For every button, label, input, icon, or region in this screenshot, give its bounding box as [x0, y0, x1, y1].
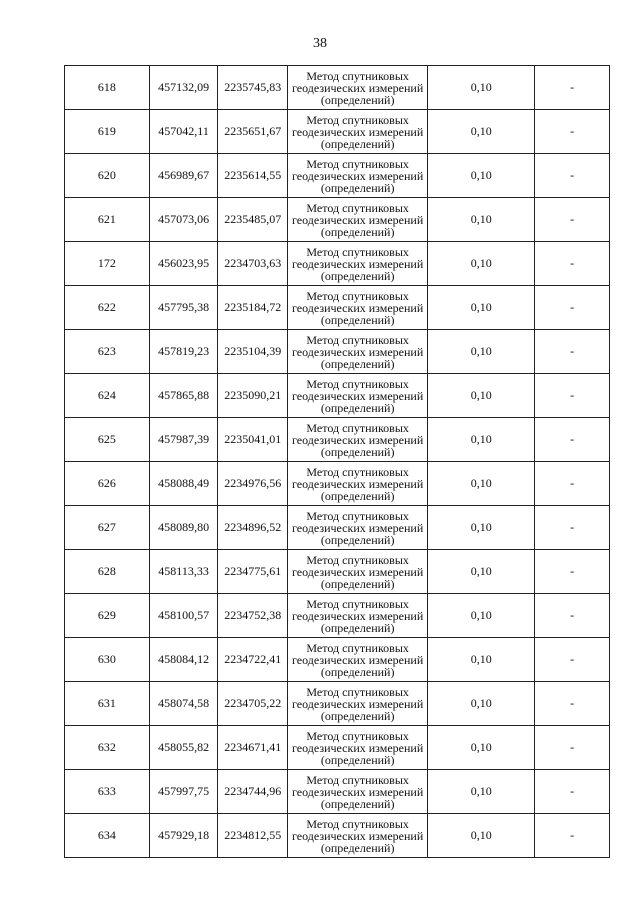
- method-cell: [288, 154, 428, 198]
- method-text-line: Метод спутниковых: [306, 464, 409, 479]
- method-cell: [288, 770, 428, 814]
- method-text-line: Метод спутниковых: [306, 596, 409, 611]
- method-text-line: (определений): [320, 664, 395, 679]
- method-cell: [288, 286, 428, 330]
- method-cell: [288, 242, 428, 286]
- point-number-cell: 623: [65, 330, 150, 374]
- point-number-cell: 619: [65, 110, 150, 154]
- coordinate-y-cell: 2235614,55: [218, 154, 288, 198]
- accuracy-cell: 0,10: [428, 506, 535, 550]
- coordinate-y-cell: 2235745,83: [218, 66, 288, 110]
- coordinate-x-cell: 457987,39: [149, 418, 218, 462]
- method-text-line: Метод спутниковых: [306, 288, 409, 303]
- table-row: [65, 594, 610, 638]
- point-number-cell: 172: [65, 242, 150, 286]
- accuracy-cell: 0,10: [428, 110, 535, 154]
- note-cell: -: [535, 462, 610, 506]
- point-number-cell: 631: [65, 682, 150, 726]
- coordinate-y-cell: 2234812,55: [218, 814, 288, 858]
- point-number-cell: 620: [65, 154, 150, 198]
- method-text-line: (определений): [320, 488, 395, 503]
- method-text-line: (определений): [320, 268, 395, 283]
- point-number-cell: 618: [65, 66, 150, 110]
- method-text-line: геодезических измерений: [292, 80, 424, 95]
- coordinate-y-cell: 2235651,67: [218, 110, 288, 154]
- point-number-cell: 625: [65, 418, 150, 462]
- coordinate-y-cell: 2234976,56: [218, 462, 288, 506]
- method-text-line: геодезических измерений: [292, 256, 424, 271]
- accuracy-cell: 0,10: [428, 242, 535, 286]
- coordinate-y-cell: 2234722,41: [218, 638, 288, 682]
- table-row: [65, 330, 610, 374]
- method-cell: [288, 814, 428, 858]
- method-text-line: (определений): [320, 708, 395, 723]
- method-cell: [288, 682, 428, 726]
- coordinate-x-cell: 457929,18: [149, 814, 218, 858]
- point-number-cell: 630: [65, 638, 150, 682]
- method-text-line: геодезических измерений: [292, 476, 424, 491]
- accuracy-cell: 0,10: [428, 66, 535, 110]
- method-text-line: (определений): [320, 444, 395, 459]
- point-number-cell: 628: [65, 550, 150, 594]
- table-row: [65, 374, 610, 418]
- method-text-line: Метод спутниковых: [306, 772, 409, 787]
- coordinate-y-cell: 2234671,41: [218, 726, 288, 770]
- method-text-line: геодезических измерений: [292, 608, 424, 623]
- accuracy-cell: 0,10: [428, 286, 535, 330]
- method-text-line: геодезических измерений: [292, 212, 424, 227]
- accuracy-cell: 0,10: [428, 198, 535, 242]
- method-text-line: Метод спутниковых: [306, 200, 409, 215]
- coordinate-y-cell: 2234752,38: [218, 594, 288, 638]
- method-cell: [288, 462, 428, 506]
- note-cell: -: [535, 374, 610, 418]
- coordinate-y-cell: 2234896,52: [218, 506, 288, 550]
- method-text-line: (определений): [320, 224, 395, 239]
- coordinate-y-cell: 2234703,63: [218, 242, 288, 286]
- method-text-line: геодезических измерений: [292, 388, 424, 403]
- coordinate-x-cell: 458074,58: [149, 682, 218, 726]
- note-cell: -: [535, 418, 610, 462]
- coordinate-x-cell: 457073,06: [149, 198, 218, 242]
- accuracy-cell: 0,10: [428, 594, 535, 638]
- note-cell: -: [535, 550, 610, 594]
- table-row: [65, 814, 610, 858]
- coordinate-x-cell: 457997,75: [149, 770, 218, 814]
- coordinate-y-cell: 2235184,72: [218, 286, 288, 330]
- method-text-line: (определений): [320, 180, 395, 195]
- method-text-line: Метод спутниковых: [306, 552, 409, 567]
- method-cell: [288, 374, 428, 418]
- coordinate-x-cell: 456989,67: [149, 154, 218, 198]
- coordinate-y-cell: 2235041,01: [218, 418, 288, 462]
- method-text-line: геодезических измерений: [292, 696, 424, 711]
- method-text-line: Метод спутниковых: [306, 684, 409, 699]
- table-row: [65, 110, 610, 154]
- coordinate-y-cell: 2234705,22: [218, 682, 288, 726]
- note-cell: -: [535, 770, 610, 814]
- page-number: 38: [313, 36, 327, 51]
- method-cell: [288, 110, 428, 154]
- method-text-line: Метод спутниковых: [306, 816, 409, 831]
- method-cell: [288, 418, 428, 462]
- table-row: [65, 682, 610, 726]
- coordinate-x-cell: 457819,23: [149, 330, 218, 374]
- method-text-line: Метод спутниковых: [306, 640, 409, 655]
- accuracy-cell: 0,10: [428, 726, 535, 770]
- note-cell: -: [535, 198, 610, 242]
- coordinate-x-cell: 457132,09: [149, 66, 218, 110]
- accuracy-cell: 0,10: [428, 418, 535, 462]
- coordinate-x-cell: 457865,88: [149, 374, 218, 418]
- method-text-line: (определений): [320, 532, 395, 547]
- coordinate-x-cell: 456023,95: [149, 242, 218, 286]
- table-row: [65, 638, 610, 682]
- note-cell: -: [535, 242, 610, 286]
- coordinate-x-cell: 457042,11: [149, 110, 218, 154]
- method-text-line: (определений): [320, 92, 395, 107]
- method-text-line: (определений): [320, 840, 395, 855]
- method-text-line: (определений): [320, 752, 395, 767]
- method-cell: [288, 330, 428, 374]
- note-cell: -: [535, 506, 610, 550]
- point-number-cell: 629: [65, 594, 150, 638]
- coordinate-x-cell: 458084,12: [149, 638, 218, 682]
- method-text-line: Метод спутниковых: [306, 156, 409, 171]
- accuracy-cell: 0,10: [428, 638, 535, 682]
- coordinate-y-cell: 2234775,61: [218, 550, 288, 594]
- method-text-line: (определений): [320, 620, 395, 635]
- note-cell: -: [535, 66, 610, 110]
- method-text-line: (определений): [320, 576, 395, 591]
- table-row: [65, 506, 610, 550]
- method-text-line: геодезических измерений: [292, 168, 424, 183]
- method-text-line: Метод спутниковых: [306, 508, 409, 523]
- accuracy-cell: 0,10: [428, 682, 535, 726]
- method-text-line: геодезических измерений: [292, 564, 424, 579]
- coordinate-y-cell: 2235090,21: [218, 374, 288, 418]
- coordinate-x-cell: 458089,80: [149, 506, 218, 550]
- method-text-line: (определений): [320, 312, 395, 327]
- coordinate-y-cell: 2234744,96: [218, 770, 288, 814]
- coordinate-x-cell: 458088,49: [149, 462, 218, 506]
- point-number-cell: 634: [65, 814, 150, 858]
- method-cell: [288, 638, 428, 682]
- accuracy-cell: 0,10: [428, 770, 535, 814]
- note-cell: -: [535, 154, 610, 198]
- point-number-cell: 622: [65, 286, 150, 330]
- method-text-line: геодезических измерений: [292, 740, 424, 755]
- method-text-line: (определений): [320, 400, 395, 415]
- method-text-line: Метод спутниковых: [306, 244, 409, 259]
- point-number-cell: 621: [65, 198, 150, 242]
- method-text-line: (определений): [320, 796, 395, 811]
- point-number-cell: 627: [65, 506, 150, 550]
- accuracy-cell: 0,10: [428, 374, 535, 418]
- coordinate-x-cell: 457795,38: [149, 286, 218, 330]
- point-number-cell: 626: [65, 462, 150, 506]
- point-number-cell: 632: [65, 726, 150, 770]
- method-cell: [288, 66, 428, 110]
- method-cell: [288, 198, 428, 242]
- accuracy-cell: 0,10: [428, 462, 535, 506]
- note-cell: -: [535, 330, 610, 374]
- method-text-line: Метод спутниковых: [306, 376, 409, 391]
- note-cell: -: [535, 594, 610, 638]
- method-text-line: геодезических измерений: [292, 124, 424, 139]
- accuracy-cell: 0,10: [428, 154, 535, 198]
- note-cell: -: [535, 110, 610, 154]
- method-text-line: Метод спутниковых: [306, 728, 409, 743]
- table-row: [65, 726, 610, 770]
- table-row: [65, 550, 610, 594]
- method-cell: [288, 726, 428, 770]
- method-text-line: геодезических измерений: [292, 784, 424, 799]
- method-cell: [288, 506, 428, 550]
- table-row: [65, 154, 610, 198]
- method-text-line: геодезических измерений: [292, 828, 424, 843]
- method-text-line: геодезических измерений: [292, 300, 424, 315]
- method-text-line: Метод спутниковых: [306, 420, 409, 435]
- coordinates-table: [64, 65, 610, 858]
- note-cell: -: [535, 814, 610, 858]
- accuracy-cell: 0,10: [428, 330, 535, 374]
- coordinate-x-cell: 458100,57: [149, 594, 218, 638]
- point-number-cell: 624: [65, 374, 150, 418]
- method-text-line: Метод спутниковых: [306, 332, 409, 347]
- table-row: [65, 66, 610, 110]
- coordinate-x-cell: 458055,82: [149, 726, 218, 770]
- method-text-line: геодезических измерений: [292, 520, 424, 535]
- method-text-line: геодезических измерений: [292, 344, 424, 359]
- table-row: [65, 770, 610, 814]
- coordinates-table-body: [65, 66, 610, 858]
- method-text-line: геодезических измерений: [292, 432, 424, 447]
- table-row: [65, 462, 610, 506]
- method-text-line: Метод спутниковых: [306, 112, 409, 127]
- table-row: [65, 418, 610, 462]
- note-cell: -: [535, 638, 610, 682]
- note-cell: -: [535, 682, 610, 726]
- coordinate-y-cell: 2235104,39: [218, 330, 288, 374]
- accuracy-cell: 0,10: [428, 550, 535, 594]
- accuracy-cell: 0,10: [428, 814, 535, 858]
- method-cell: [288, 550, 428, 594]
- table-row: [65, 198, 610, 242]
- method-text-line: Метод спутниковых: [306, 68, 409, 83]
- method-text-line: (определений): [320, 356, 395, 371]
- note-cell: -: [535, 726, 610, 770]
- method-cell: [288, 594, 428, 638]
- note-cell: -: [535, 286, 610, 330]
- coordinate-y-cell: 2235485,07: [218, 198, 288, 242]
- table-row: [65, 242, 610, 286]
- table-row: [65, 286, 610, 330]
- method-text-line: (определений): [320, 136, 395, 151]
- method-text-line: геодезических измерений: [292, 652, 424, 667]
- point-number-cell: 633: [65, 770, 150, 814]
- coordinate-x-cell: 458113,33: [149, 550, 218, 594]
